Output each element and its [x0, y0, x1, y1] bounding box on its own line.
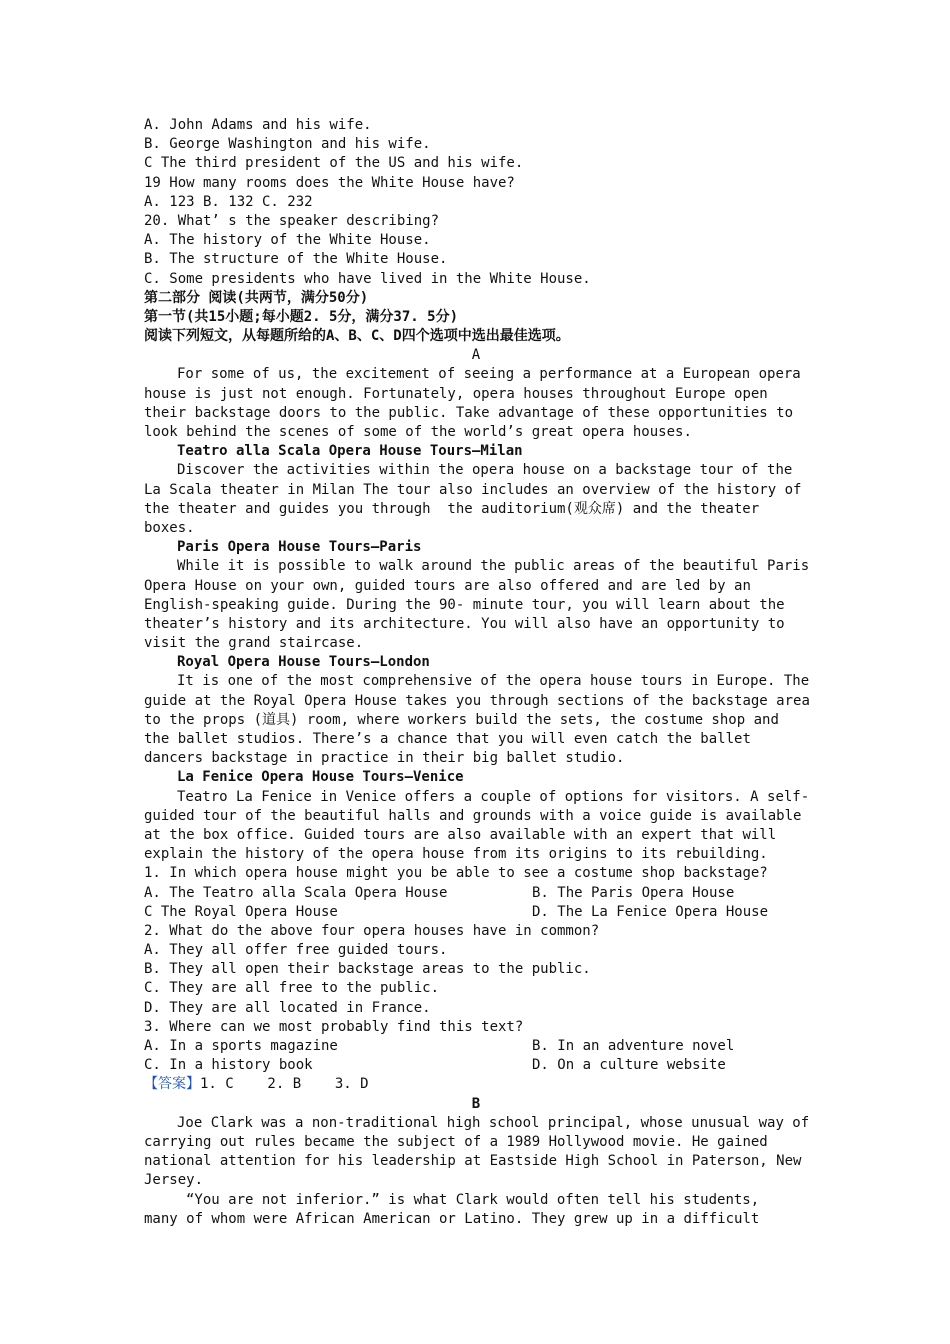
reading-instruction: 阅读下列短文，从每题所给的A、B、C、D四个选项中选出最佳选项。 [144, 328, 570, 345]
q3-options-row [144, 1056, 808, 1075]
paris-line: theater’s history and its architecture. You will also have an opportunity to [144, 615, 785, 632]
paris-line: While it is possible to walk around the public areas of the beautiful Paris [177, 558, 810, 575]
passage-b-p1-line: carrying out rules became the subject of a 1989 Hollywood movie. He gained [144, 1134, 768, 1150]
q20-question: 20. What’ s the speaker describing? [144, 212, 440, 229]
london-line: the ballet studios. There’s a chance that you will even catch the ballet [144, 731, 751, 747]
london-line: to the props (道具) room, where workers build the sets, the costume shop and [144, 711, 779, 728]
london-line: It is one of the most comprehensive of the opera house tours in Europe. The [177, 673, 810, 690]
q1-option-b: B. The Paris Opera House [532, 884, 735, 901]
q18-option-b: B. George Washington and his wife. [144, 136, 431, 153]
section1-title: 第一节(共15小题;每小题2. 5分，满分37. 5分) [144, 308, 459, 325]
passage-b-p1-line: Joe Clark was a non-traditional high school principal, whose unusual way of [177, 1114, 810, 1131]
q2-option-c: C. They are all free to the public. [144, 980, 440, 997]
passage-b-p1-line: national attention for his leadership at Eastside High School in Paterson, New [144, 1153, 802, 1170]
passage-b-p2-line: many of whom were African American or Latino. They grew up in a difficult [144, 1210, 760, 1227]
venice-line: Teatro La Fenice in Venice offers a couple of options for visitors. A self- [177, 788, 810, 805]
section-heading-venice: La Fenice Opera House Tours—Venice [177, 769, 464, 786]
q2-option-d: D. They are all located in France. [144, 999, 431, 1016]
part2-title: 第二部分 阅读(共两节，满分50分) [144, 289, 369, 306]
q19-options: A. 123 B. 132 C. 232 [144, 193, 313, 210]
venice-line: explain the history of the opera house from its origins to its rebuilding. [144, 846, 768, 863]
milan-line: Discover the activities within the opera house on a backstage tour of the [177, 462, 793, 479]
passage-b-p2-line: “You are not inferior.” is what Clark would often tell his students, [186, 1191, 760, 1208]
q1-option-d: D. The La Fenice Opera House [532, 903, 769, 920]
document-page [144, 116, 808, 1229]
milan-line: boxes. [144, 519, 195, 536]
venice-line: guided tour of the beautiful halls and grounds with a voice guide is available [144, 807, 802, 824]
q18-option-a: A. John Adams and his wife. [144, 117, 372, 133]
london-line: dancers backstage in practice in their big ballet studio. [144, 750, 625, 767]
q19-question: 19 How many rooms does the White House have? [144, 174, 515, 191]
paris-line: English-speaking guide. During the 90- minute tour, you will learn about the [144, 596, 785, 613]
passage-b-p1-line: Jersey. [144, 1172, 204, 1189]
q2-option-b: B. They all open their backstage areas to the public. [144, 961, 591, 978]
q18-option-c: C The third president of the US and his wife. [144, 155, 524, 172]
q3-option-d: D. On a culture website [532, 1057, 726, 1074]
q20-option-c: C. Some presidents who have lived in the White House. [144, 270, 591, 287]
q3-option-c: C. In a history book [144, 1057, 313, 1074]
paris-line: Opera House on your own, guided tours are also offered and are led by an [144, 577, 751, 594]
passage-a-label: A [471, 347, 481, 364]
answer-label: 【答案】 [144, 1076, 200, 1093]
answer-line [144, 1075, 808, 1094]
section-heading-milan: Teatro alla Scala Opera House Tours—Milan [177, 443, 523, 460]
paris-line: visit the grand staircase. [144, 635, 364, 652]
q1-option-a: A. The Teatro alla Scala Opera House [144, 884, 448, 901]
passage-a-intro-line: look behind the scenes of some of the world’s great opera houses. [144, 424, 692, 440]
q3-option-b: B. In an adventure novel [532, 1038, 735, 1055]
q20-option-a: A. The history of the White House. [144, 232, 431, 249]
q1-options-row [144, 884, 808, 903]
section-heading-paris: Paris Opera House Tours—Paris [177, 539, 422, 556]
answer-text: 1. C 2. B 3. D [200, 1076, 369, 1093]
passage-b-label: B [471, 1095, 481, 1112]
q20-option-b: B. The structure of the White House. [144, 251, 448, 268]
milan-line: La Scala theater in Milan The tour also includes an overview of the history of [144, 481, 802, 498]
q2-option-a: A. They all offer free guided tours. [144, 942, 448, 959]
q3-option-a: A. In a sports magazine [144, 1038, 338, 1055]
passage-a-intro-line: their backstage doors to the public. Take advantage of these opportunities to [144, 404, 794, 421]
q3-question: 3. Where can we most probably find this text? [144, 1018, 524, 1035]
q1-question: 1. In which opera house might you be able to see a costume shop backstage? [144, 865, 768, 882]
section-heading-london: Royal Opera House Tours—London [177, 654, 430, 671]
passage-a-intro-line: house is just not enough. Fortunately, opera houses throughout Europe open [144, 385, 768, 402]
q1-options-row [144, 903, 808, 922]
venice-line: at the box office. Guided tours are also available with an expert that will [144, 826, 777, 843]
q3-options-row [144, 1037, 808, 1056]
q2-question: 2. What do the above four opera houses have in common? [144, 922, 600, 939]
q1-option-c: C The Royal Opera House [144, 903, 338, 920]
london-line: guide at the Royal Opera House takes you through sections of the backstage area [144, 692, 810, 709]
passage-a-intro-line: For some of us, the excitement of seeing a performance at a European opera [177, 366, 801, 383]
milan-line: the theater and guides you through the auditorium(观众席) and the theater [144, 500, 760, 517]
